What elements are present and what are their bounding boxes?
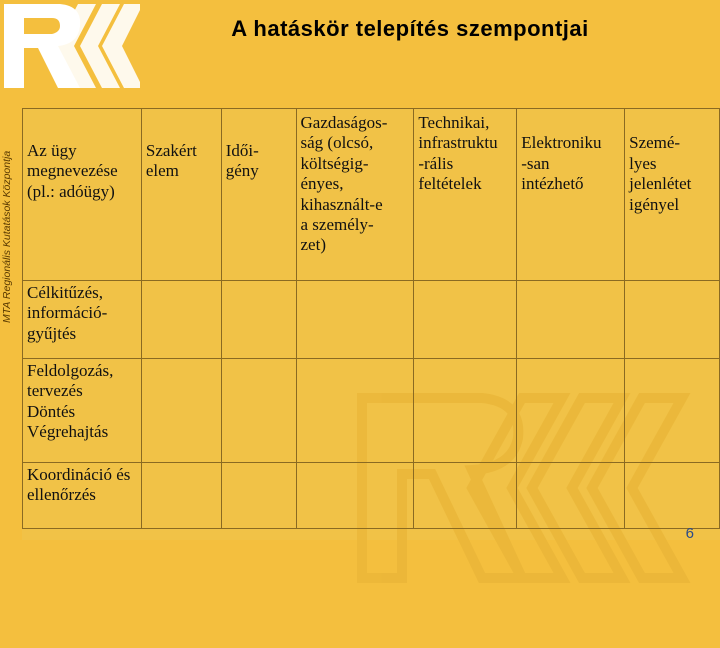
header-cell-technical: Technikai, infrastruktu -rális feltételek: [414, 109, 517, 281]
header-cell-personal: Szemé- lyes jelenlétet igényel: [625, 109, 720, 281]
header-cell-time: Idői- gény: [221, 109, 296, 281]
table-row: [23, 359, 720, 463]
row-label-processing: Feldolgozás, tervezés Döntés Végrehajtás: [23, 359, 142, 463]
table-header-row: [23, 109, 720, 281]
rkk-logo-icon: [0, 0, 140, 92]
page-number: 6: [685, 525, 694, 542]
table-row: [23, 463, 720, 529]
header-cell-case-name: Az ügy megnevezése (pl.: adóügy): [23, 109, 142, 281]
criteria-table: [22, 108, 720, 529]
page-title: A hatáskör telepítés szempontjai: [231, 16, 589, 41]
header-cell-expert: Szakért elem: [141, 109, 221, 281]
table-row: [23, 281, 720, 359]
header-cell-economy: Gazdaságos- ság (olcsó, költségig- ényes, kihasznált-e a személy- zet): [296, 109, 414, 281]
row-label-coordination: Koordináció és ellenőrzés: [23, 463, 142, 529]
criteria-table-area: [22, 108, 720, 540]
side-caption: MTA Regionális Kutatások Központja: [1, 150, 13, 323]
row-label-goal: Célkitűzés, információ-gyűjtés: [23, 281, 142, 359]
header-cell-electronic: Elektroniku -san intézhető: [517, 109, 625, 281]
logo: [0, 0, 140, 92]
